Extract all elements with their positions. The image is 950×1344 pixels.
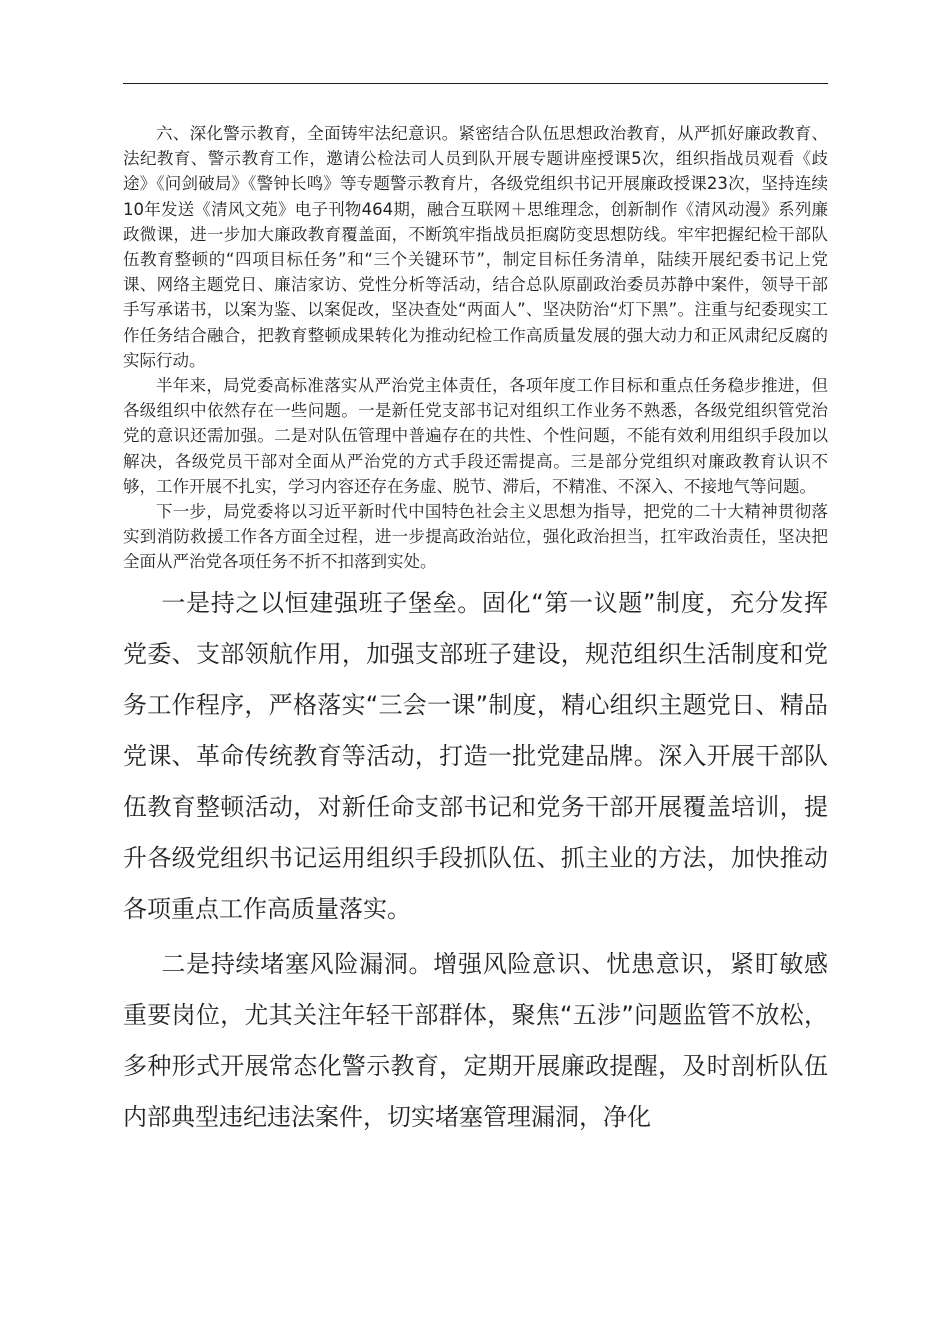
paragraph-warning-education: 六、深化警示教育，全面铸牢法纪意识。紧密结合队伍思想政治教育，从严抓好廉政教育、法纪教育、警示教育工作，邀请公检法司人员到队开展专题讲座授课5次，组织指战员观看《歧途》《问剑破局》《警钟长鸣》等专题警示教育片，各级党组织书记开展廉政授课23次，坚持连续10年发送《清风文苑》电子刊物464期，融合互联网＋思维理念，创新制作《清风动漫》系列廉政微课，进一步加大廉政教育覆盖面，不断筑牢指战员拒腐防变思想防线。牢牢把握纪检干部队伍教育整顿的“四项目标任务”和“三个关键环节”，制定目标任务清单，陆续开展纪委书记上党课、网络主题党日、廉洁家访、党性分析等活动，结合总队原副政治委员苏静中案件，领导干部手写承诺书，以案为鉴、以案促改，坚决查处“两面人”、坚决防治“灯下黑”。注重与纪委现实工作任务结合融合，把教育整顿成果转化为推动纪检工作高质量发展的强大动力和正风肃纪反腐的实际行动。	[123, 124, 828, 370]
large-text-section	[123, 578, 828, 1143]
paragraph-half-year-review: 半年来，局党委高标准落实从严治党主体责任，各项年度工作目标和重点任务稳步推进，但各级组织中依然存在一些问题。一是新任党支部书记对组织工作业务不熟悉，各级党组织管党治党的意识还需加强。二是对队伍管理中普遍存在的共性、个性问题，不能有效利用组织手段加以解决，各级党员干部对全面从严治党的方式手段还需提高。三是部分党组织对廉政教育认识不够，工作开展不扎实，学习内容还存在务虚、脱节、滞后，不精准、不深入、不接地气等问题。	[123, 376, 828, 496]
small-text-section	[123, 121, 828, 575]
paragraph-risk-control: 二是持续堵塞风险漏洞。增强风险意识、忧患意识，紧盯敏感重要岗位，尤其关注年轻干部群体，聚焦“五涉”问题监管不放松，多种形式开展常态化警示教育，定期开展廉政提醒，及时剖析队伍内部典型违纪违法案件，切实堵塞管理漏洞，净化	[123, 949, 828, 1131]
document-body	[123, 121, 828, 1143]
header-rule	[123, 83, 828, 84]
paragraph-leadership-building: 一是持之以恒建强班子堡垒。固化“第一议题”制度，充分发挥党委、支部领航作用，加强支部班子建设，规范组织生活制度和党务工作程序，严格落实“三会一课”制度，精心组织主题党日、精品党课、革命传统教育等活动，打造一批党建品牌。深入开展干部队伍教育整顿活动，对新任命支部书记和党务干部开展覆盖培训，提升各级党组织书记运用组织手段抓队伍、抓主业的方法，加快推动各项重点工作高质量落实。	[123, 588, 828, 923]
paragraph-next-step: 下一步，局党委将以习近平新时代中国特色社会主义思想为指导，把党的二十大精神贯彻落实到消防救援工作各方面全过程，进一步提高政治站位，强化政治担当，扛牢政治责任，坚决把全面从严治党各项任务不折不扣落到实处。	[123, 502, 828, 572]
